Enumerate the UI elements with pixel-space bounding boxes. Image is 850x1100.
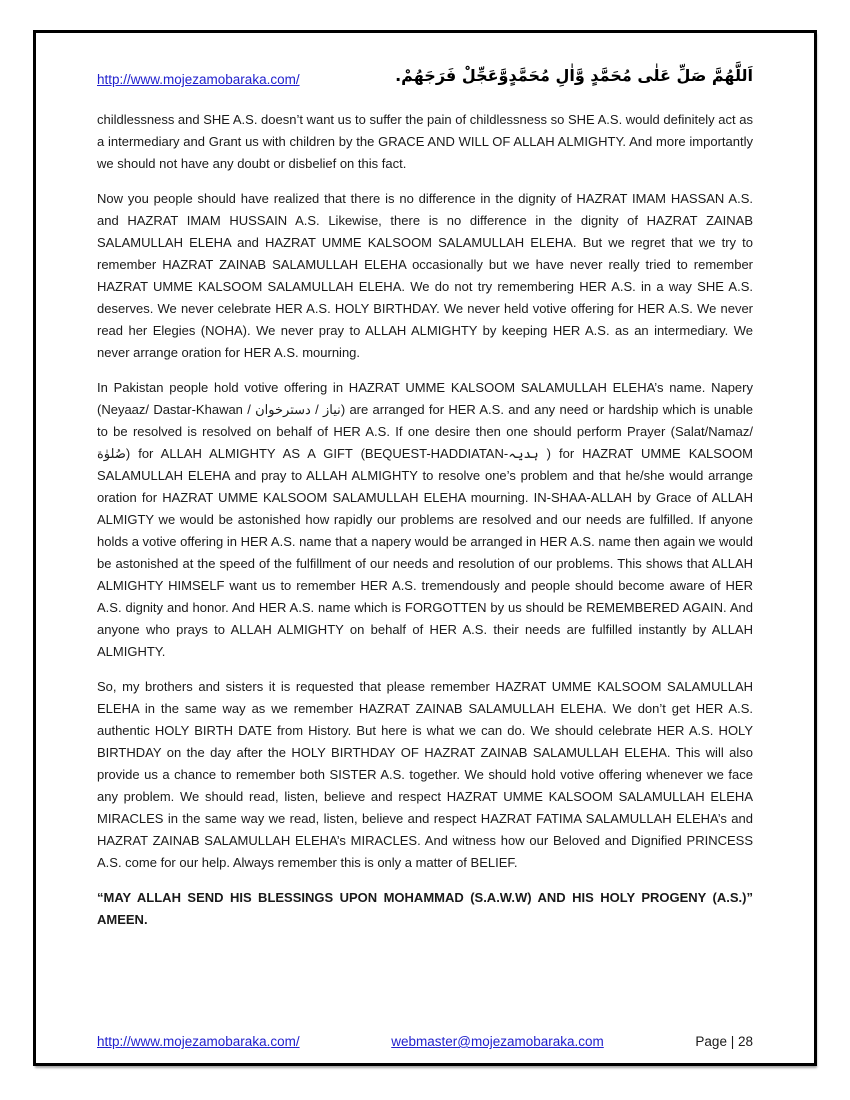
- footer-email-link[interactable]: webmaster@mojezamobaraka.com: [391, 1034, 604, 1049]
- header-website-link[interactable]: http://www.mojezamobaraka.com/: [97, 72, 300, 87]
- paragraph-request: So, my brothers and sisters it is requested that please remember HAZRAT UMME KALSOOM SALAMULLAH ELEHA in the same way as we remember HAZRAT ZAINAB SALAMULLAH ELEHA. We don’t get HER A.S. authentic HOLY BIRTH DATE from History. But here is what we can do. We should celebrate HER A.S. HOLY BIRTHDAY on the day after the HOLY BIRTHDAY OF HAZRAT ZAINAB SALAMULLAH ELEHA. This will also provide us a chance to remember both SISTER A.S. together. We should hold votive offering whenever we face any problem. We should read, listen, believe and respect HAZRAT UMME KALSOOM SALAMULLAH ELEHA MIRACLES in the same way we read, listen, believe and respect HAZRAT FATIMA SALAMULLAH ELEHA’s and HAZRAT ZAINAB SALAMULLAH ELEHA’s MIRACLES. And witness how our Beloved and Dignified PRINCESS A.S. come for our help. Always remember this is only a matter of BELIEF.: [97, 679, 753, 870]
- footer-website-link[interactable]: http://www.mojezamobaraka.com/: [97, 1034, 300, 1049]
- page-content: [36, 33, 814, 931]
- page-number-label: Page | 28: [695, 1034, 753, 1049]
- paragraph-votive-offering: In Pakistan people hold votive offering in HAZRAT UMME KALSOOM SALAMULLAH ELEHA’s name. Napery (Neyaaz/ Dastar-Khawan / نیاز / دسترخوان) are arranged for HER A.S. and any need or hardship which is unable to be resolved is resolved on behalf of HER A.S. If one desire then one should perform Prayer (Salat/Namaz/صُلوٰة) for ALLAH ALMIGHTY AS A GIFT (BEQUEST-HADDIATAN-ہدیہ ) for HAZRAT UMME KALSOOM SALAMULLAH ELEHA and pray to ALLAH ALMIGHTY to resolve one’s problem and that he/she would arrange oration for HAZRAT UMME KALSOOM SALAMULLAH ELEHA mourning. IN-SHAA-ALLAH by Grace of ALLAH ALMIGTY we would be astonished how rapidly our problems are resolved and our needs are fulfilled. If anyone holds a votive offering in HER A.S. name that a napery would be arranged in HER A.S. name then again we would be astonished at the speed of the fulfillment of our needs and resolution of our problems. This shows that ALLAH ALMIGHTY HIMSELF want us to remember HER A.S. tremendously and people should become aware of HER A.S. dignity and honor. And HER A.S. name which is FORGOTTEN by us should be REMEMBERED AGAIN. And anyone who prays to ALLAH ALMIGHTY on behalf of HER A.S. their needs are fulfilled instantly by ALLAH ALMIGHTY.: [97, 380, 754, 659]
- page-footer: [97, 1034, 753, 1049]
- page-border-frame: [33, 30, 817, 1066]
- paragraph-childlessness: childlessness and SHE A.S. doesn’t want us to suffer the pain of childlessness so SHE A.S. would definitely act as a intermediary and Grant us with children by the GRACE AND WILL OF ALLAH ALMIGHTY. And more importantly we should not have any doubt or disbelief on this fact.: [97, 112, 753, 171]
- page-header: [97, 53, 753, 87]
- closing-blessing-statement: “MAY ALLAH SEND HIS BLESSINGS UPON MOHAMMAD (S.A.W.W) AND HIS HOLY PROGENY (A.S.)” AMEEN.: [97, 890, 753, 927]
- header-arabic-invocation: اَللَّهُمَّ صَلِّ عَلٰى مُحَمَّدٍ وَّاٰلِ مُحَمَّدٍوَّعَجِّلْ فَرَجَهُمْ.: [395, 65, 753, 85]
- paragraph-dignity: Now you people should have realized that there is no difference in the dignity of HAZRAT IMAM HASSAN A.S. and HAZRAT IMAM HUSSAIN A.S. Likewise, there is no difference in the dignity of HAZRAT ZAINAB SALAMULLAH ELEHA and HAZRAT UMME KALSOOM SALAMULLAH ELEHA. But we regret that we try to remember HAZRAT ZAINAB SALAMULLAH ELEHA occasionally but we have never really tried to remember HAZRAT UMME KALSOOM SALAMULLAH ELEHA. We do not try remembering HER A.S. in a way SHE A.S. deserves. We never celebrate HER A.S. HOLY BIRTHDAY. We never held votive offering for HER A.S. We never read her Elegies (NOHA). We never pray to ALLAH ALMIGHTY by keeping HER A.S. as an intermediary. We never arrange oration for HER A.S. mourning.: [97, 191, 753, 360]
- document-body: [97, 109, 753, 931]
